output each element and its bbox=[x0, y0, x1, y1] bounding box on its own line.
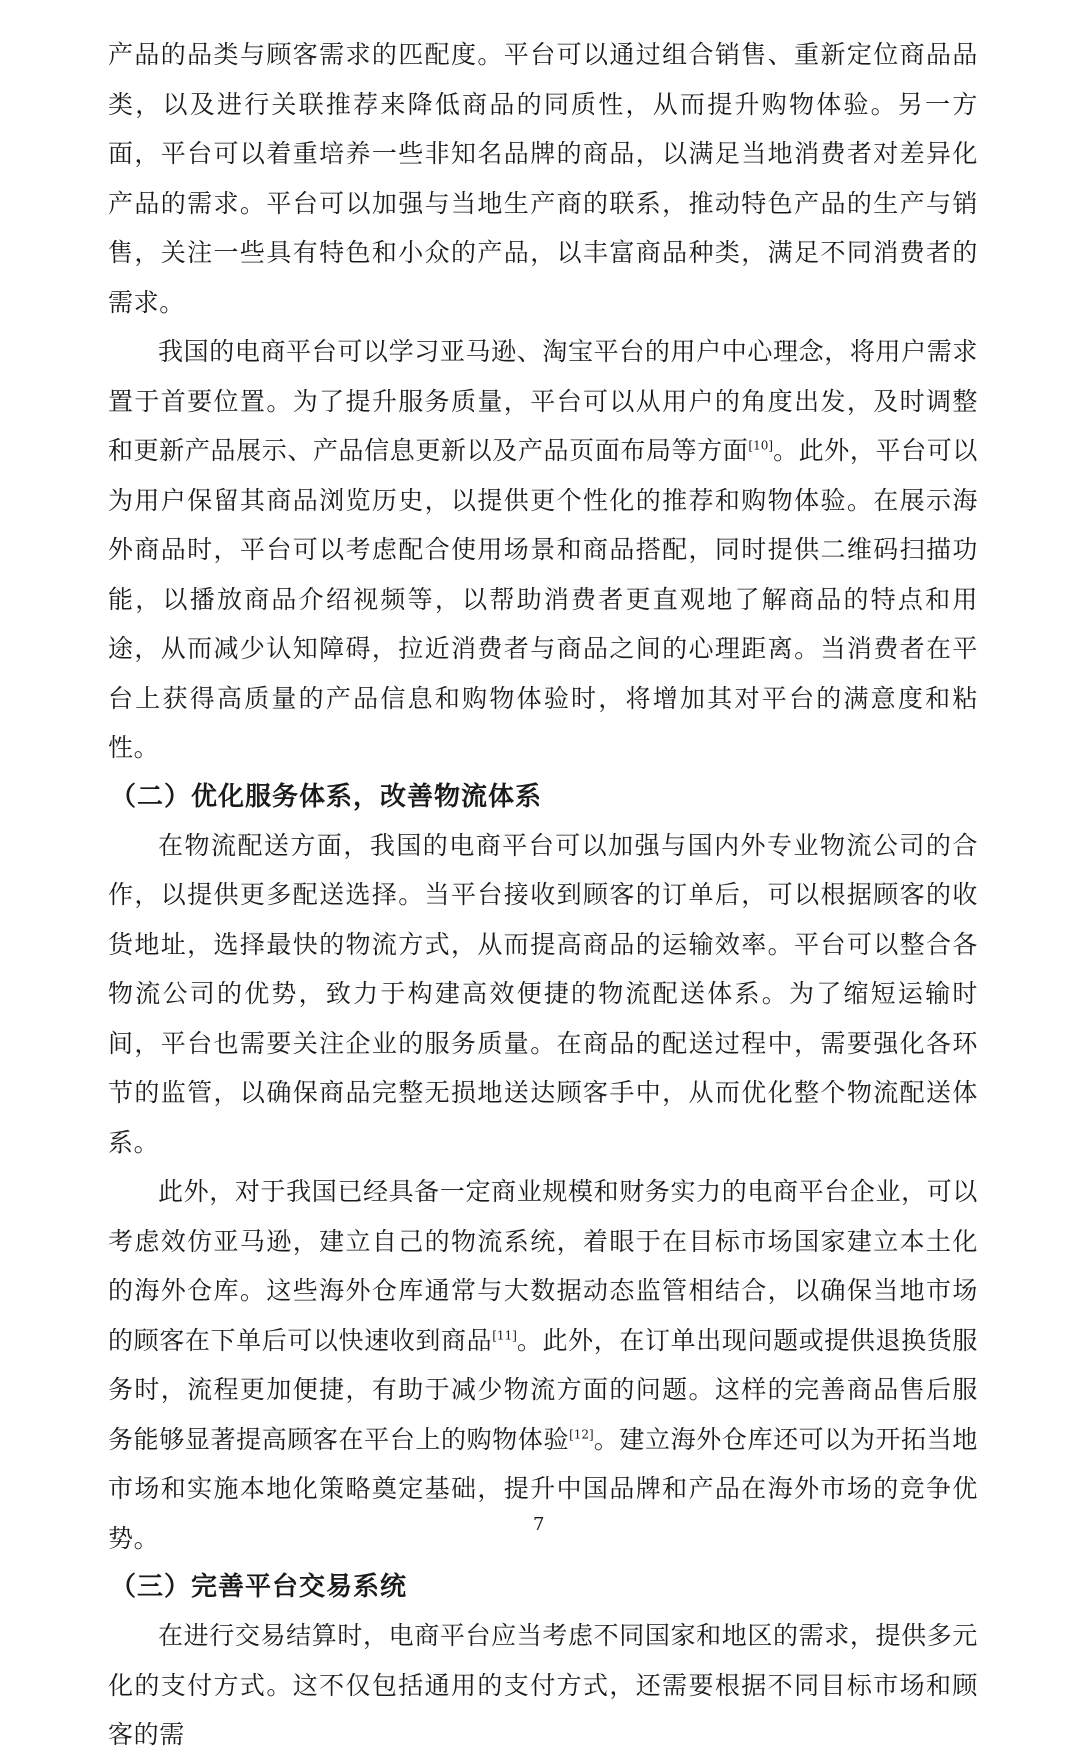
page-number: 7 bbox=[533, 1514, 545, 1535]
section-heading-logistics: （二）优化服务体系，改善物流体系 bbox=[110, 781, 543, 812]
paragraph-text: 我国的电商平台可以学习亚马逊、淘宝平台的用户中心理念，将用户需求置于首要位置。为了提升服务质量，平台可以从用户的角度出发，及时调整和更新产品展示、产品信息更新以及产品页面布局等方面 bbox=[108, 337, 978, 465]
paragraph-user-centric bbox=[108, 327, 978, 773]
document-body bbox=[108, 30, 978, 1760]
citation-12: [12] bbox=[569, 1427, 594, 1442]
paragraph-text: 。此外，在订单出现问题或提供退换货服务时，流程更加便捷，有助于减少物流方面的问题。这样的完善商品售后服务能够显著提高顾客在平台上的购物体验 bbox=[108, 1325, 978, 1454]
paragraph-product-category bbox=[108, 30, 978, 327]
citation-11: [11] bbox=[492, 1328, 517, 1343]
paragraph-text: 此外，对于我国已经具备一定商业规模和财务实力的电商平台企业，可以考虑效仿亚马逊，建立自己的物流系统，着眼于在目标市场国家建立本土化的海外仓库。这些海外仓库通常与大数据动态监管相结合，以确保当地市场的顾客在下单后可以快速收到商品 bbox=[108, 1177, 978, 1355]
paragraph-overseas-warehouse bbox=[108, 1167, 978, 1563]
paragraph-payment bbox=[108, 1611, 978, 1760]
paragraph-text: 在进行交易结算时，电商平台应当考虑不同国家和地区的需求，提供多元化的支付方式。这不仅包括通用的支付方式，还需要根据不同目标市场和顾客的需 bbox=[108, 1621, 978, 1749]
paragraph-text: 在物流配送方面，我国的电商平台可以加强与国内外专业物流公司的合作，以提供更多配送选择。当平台接收到顾客的订单后，可以根据顾客的收货地址，选择最快的物流方式，从而提高商品的运输效率。平台可以整合各物流公司的优势，致力于构建高效便捷的物流配送体系。为了缩短运输时间，平台也需要关注企业的服务质量。在商品的配送过程中，需要强化各环节的监管，以确保商品完整无损地送达顾客手中，从而优化整个物流配送体系。 bbox=[108, 830, 978, 1157]
section-heading-transaction: （三）完善平台交易系统 bbox=[110, 1572, 408, 1602]
citation-10: [10] bbox=[748, 438, 774, 453]
paragraph-text: 产品的品类与顾客需求的匹配度。平台可以通过组合销售、重新定位商品品类，以及进行关联推荐来降低商品的同质性，从而提升购物体验。另一方面，平台可以着重培养一些非知名品牌的商品，以满足当地消费者对差异化产品的需求。平台可以加强与当地生产商的联系，推动特色产品的生产与销售，关注一些具有特色和小众的产品，以丰富商品种类，满足不同消费者的需求。 bbox=[108, 40, 978, 317]
paragraph-text: 。建立海外仓库还可以为开拓当地市场和实施本地化策略奠定基础，提升中国品牌和产品在海外市场的竞争优势。 bbox=[108, 1424, 978, 1553]
paragraph-text: 。此外，平台可以为用户保留其商品浏览历史，以提供更个性化的推荐和购物体验。在展示海外商品时，平台可以考虑配合使用场景和商品搭配，同时提供二维码扫描功能，以播放商品介绍视频等，以帮助消费者更直观地了解商品的特点和用途，从而减少认知障碍，拉近消费者与商品之间的心理距离。当消费者在平台上获得高质量的产品信息和购物体验时，将增加其对平台的满意度和粘性。 bbox=[108, 436, 978, 762]
paragraph-logistics-partners bbox=[108, 821, 978, 1168]
